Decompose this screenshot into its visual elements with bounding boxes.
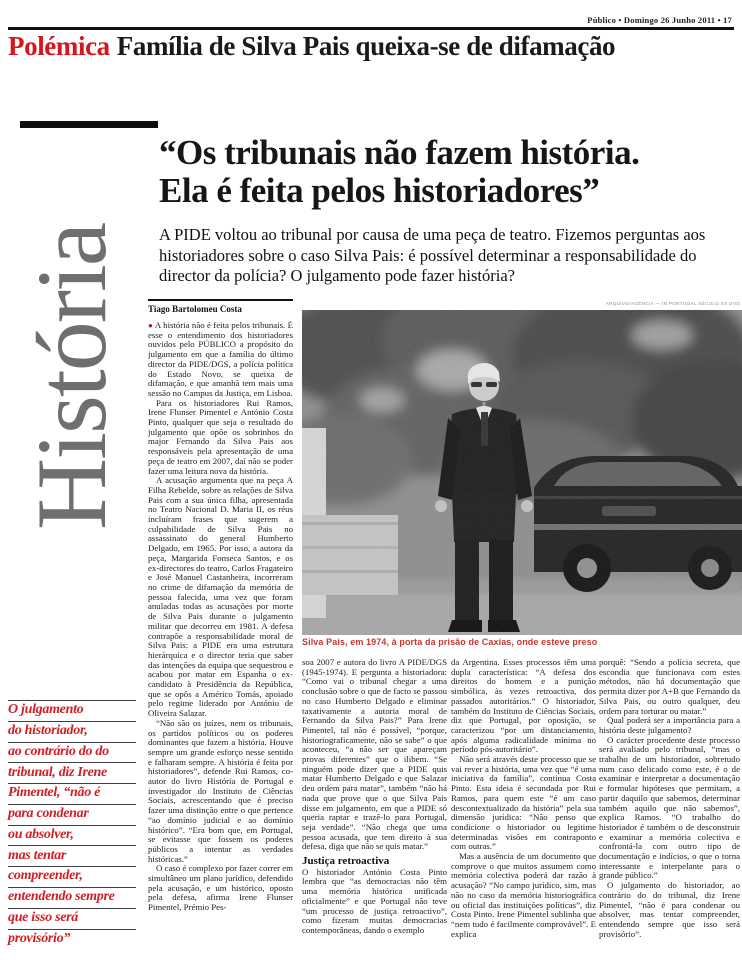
- byline-rule: [148, 299, 293, 301]
- pull-quote-line: ou absolver,: [8, 825, 136, 846]
- paragraph-text: A história não é feita pelos tribunais. É esse o entendimento dos historiadores ouvidos pelo PÚBLICO a propósito do julgamento em que a família do último director da PIDE/DGS, a polícia política do Estado Novo, se queixa de difamação, e que amanhã tem mais uma sessão no Campus da Justiça, em Lisboa.: [148, 321, 293, 398]
- pull-quote-line: tribunal, diz Irene: [8, 762, 136, 783]
- paragraph: Para os historiadores Rui Ramos, Irene Flunser Pimentel e António Costa Pinto, qualquer que seja o resultado do julgamento que opõe os sobrinhos do major Fernando da Silva Pais aos responsáveis pela apresentação de uma peça de teatro em 2007, daí não se poder fazer uma leitura nova da história.: [148, 397, 293, 476]
- masthead-dateline: Público • Domingo 26 Junho 2011 • 17: [587, 15, 732, 25]
- section-bar: [20, 121, 158, 128]
- pull-quote-line: compreender,: [8, 866, 136, 887]
- pull-quote-line: mas tentar: [8, 845, 136, 866]
- section-label-vertical: [6, 132, 127, 534]
- kicker-headline: Família de Silva Pais queixa-se de difamação: [116, 31, 616, 61]
- paragraph: O historiador António Costa Pinto lembra que “as democracias não têm uma memória histórica unificada oficialmente” e que Portugal não teve “um processo de justiça retroactivo”, como fizeram muitas democracias contemporâneas, dando o exemplo: [302, 866, 447, 935]
- paragraph: “Não são os juízes, nem os tribunais, os partidos políticos ou os poderes dominantes que fazem a história. Houve sempre um grande esforço nesse sentido e falharam sempre. A história é feita por historiadores”, defende Rui Ramos, co-autor do livro História de Portugal e investigador do Instituto de Ciências Sociais, acrescentando que é preciso fazer uma distinção entre o que pertence “ao domínio judicial e ao domínio histórico”. “Era bom que, em Portugal, se evitasse que fossem os poderes públicos a intentar as verdades históricas.”: [148, 717, 293, 864]
- photo-illustration: [302, 310, 742, 635]
- body-column-2: [302, 658, 447, 958]
- paragraph: soa 2007 e autora do livro A PIDE/DGS (1945-1974). E pergunta a historiadora: “Como vai o tribunal chegar a uma conclusão sobre o que de facto se passou no caso Humberto Delgado e eliminar taxativamente a autoria moral de Fernando da Silva Pais?” Para Irene Pimentel, tal não é possível, “porque, historiograficamente, não se sabe” o que aconteceu, “a não ser que apareçam provas diferentes” que o ilibem. “Se ninguém pode dizer que a PIDE quis matar Humberto Delgado e que Salazar deu ordem para matar”, também “não há nada que prove que o que Silva Pais disse em julgamento, em que a PIDE só queria raptar e trazê-lo para Portugal, seja verdade”. “Não chega que uma pessoa acusada, que tem direito à sua defesa, diga que não se quis matar.”: [302, 658, 447, 852]
- article-deck: A PIDE voltou ao tribunal por causa de uma peça de teatro. Fizemos perguntas aos historiadores sobre o caso Silva Pais: é possível determinar a responsabilidade do director da polícia? O julgamento pode fazer história?: [159, 225, 706, 285]
- pull-quote: [8, 700, 136, 949]
- paragraph: O carácter procedente deste processo será avaliado pelo tribunal, “mas o trabalho de um historiador, sobretudo num caso delicado como este, é o de examinar e interpretar a documentação e formular hipóteses que permitam, a partir daquilo que sabemos, determinar também aquilo que não sabemos”, explica Ramos. “O trabalho do historiador é também o de desconstruir e examinar a memória colectiva e confrontá-la com outro tipo de documentação e indícios, o que o torna interessante e interpelante para o grande público.”: [599, 734, 740, 881]
- pull-quote-line: do historiador,: [8, 721, 136, 742]
- paragraph: porquê: “Sendo a polícia secreta, que escondia que funcionava com estes métodos, não há documentação que permita dizer por A+B que Fernando da Silva Pais, ou outro qualquer, deu ordem para torturar ou matar.”: [599, 658, 740, 716]
- headline-line-1: “Os tribunais não fazem história.: [159, 133, 640, 172]
- paragraph: Qual poderá ser a importância para a história deste julgamento?: [599, 715, 740, 735]
- paragraph: A acusação argumenta que na peça A Filha Rebelde, sobre as relações de Silva Pais com a sua única filha, apresentada no Teatro Nacional D. Maria II, os réus incluíram frases que sugerem a culpabilidade de Silva Pais no assassinato do general Humberto Delgado, em 1965. Por isso, a autora da peça, Margarida Fonseca Santos, e os ex-directores do teatro, Carlos Fragateiro e José Manuel Castanheira, incorreram no crime de difamação da memória de pessoa falecida, uma vez que foram anuladas todas as acusações por morte de Silva Pais durante o julgamento militar que decorreu em 1981. A defesa contrapõe a responsabilidade moral de Silva Pais: a PIDE era uma estrutura hierárquica e o director teria que saber das intenções da equipa que sequestrou e acabou por matar em Espanha o ex-candidato à Presidência da República, que se opôs a Américo Tomás, apoiado pelo regime liderado por António de Oliveira Salazar.: [148, 475, 293, 719]
- pull-quote-line: que isso será: [8, 908, 136, 929]
- body-column-3: [451, 658, 596, 958]
- pull-quote-line: O julgamento: [8, 700, 136, 721]
- paragraph: Mas a ausência de um documento que comprove o que muitos assumem como memória colectiva poderá dar razão à acusação? “No campo jurídico, sim, mas não no caso da memória historiográfica ou oficial das instituições políticas”, diz Costa Pinto. Irene Pimentel sublinha que “nem tudo é facilmente comprovável”. E explica: [451, 851, 596, 939]
- page-headline: [8, 31, 615, 62]
- byline: Tiago Bartolomeu Costa: [148, 304, 242, 314]
- pull-quote-line: entendendo sempre: [8, 887, 136, 908]
- lead-bullet-icon: ●: [148, 321, 154, 330]
- pull-quote-line: Pimentel, “não é: [8, 783, 136, 804]
- paragraph: [148, 321, 293, 399]
- body-column-1: [148, 321, 293, 958]
- section-subhead: Justiça retroactiva: [302, 855, 390, 868]
- body-column-4: [599, 658, 740, 958]
- paragraph: O caso é complexo por fazer correr em simultâneo um plano jurídico, defendido pela acusação, e um histórico, oposto pela defesa, afirma Irene Flunser Pimentel, Prémio Pes-: [148, 863, 293, 913]
- section-label-text: História: [16, 223, 127, 530]
- photo-caption: Silva Pais, em 1974, à porta da prisão de Caxias, onde esteve preso: [302, 637, 598, 647]
- kicker-label: Polémica: [8, 31, 110, 61]
- pull-quote-line: para condenar: [8, 804, 136, 825]
- article-photo: [302, 310, 742, 635]
- pull-quote-line: ao contrário do do: [8, 742, 136, 763]
- photo-credit: ARQUIVO/AGÊNCIA — IN PORTUGAL SÉCULO XX DVD: [605, 301, 740, 306]
- pull-quote-line: provisório”: [8, 929, 136, 950]
- paragraph: O julgamento do historiador, ao contrário do do tribunal, diz Irene Pimentel, “não é para condenar ou absolver, mas tentar compreender, entendendo sempre que isso será provisório”.: [599, 880, 740, 939]
- paragraph: Não será através deste processo que se vai rever a história, uma vez que “é uma iniciativa da família”, continua Costa Pinto. Esta ideia é secundada por Rui Ramos, para quem este “é um caso descontextualizado da história” pela sua dimensão jurídica: “Não penso que condicione o historiador ou legitime determinadas visões em contraponto com outras.”: [451, 754, 596, 852]
- paragraph: da Argentina. Esses processos têm uma dupla característica: “A defesa dos direitos do homem e a punição simbólica, às vezes retroactiva, dos passados autoritários.” O historiador, também do Instituto de Ciências Sociais, diz que Portugal, por oposição, se caracterizou “por um distanciamento, após alguma radicalidade mínima no período pós-autoritário”.: [451, 658, 596, 755]
- top-rule: [8, 27, 734, 30]
- article-headline: [159, 134, 737, 210]
- headline-line-2: Ela é feita pelos historiadores”: [159, 171, 600, 210]
